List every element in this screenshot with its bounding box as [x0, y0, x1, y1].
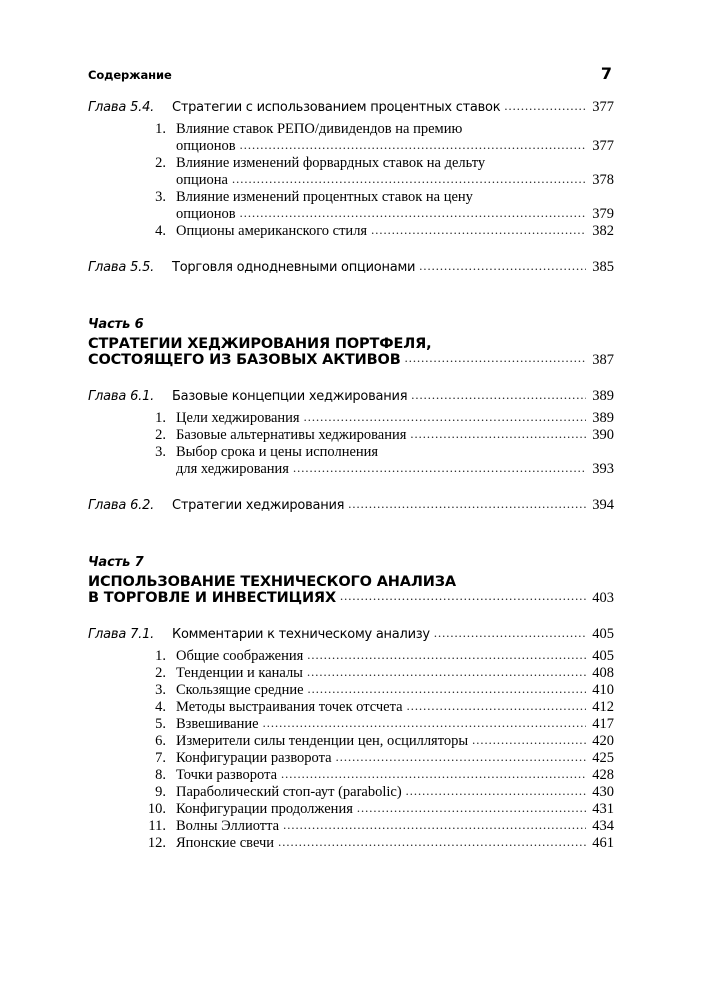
list-item-line — [176, 223, 614, 240]
part-title-line — [88, 352, 614, 369]
list-item-number: 11. — [148, 818, 166, 834]
list-item[interactable] — [88, 189, 614, 223]
chapter-entry[interactable] — [88, 496, 614, 515]
list-item[interactable] — [88, 750, 614, 767]
list-item-body — [176, 665, 614, 682]
chapter-label: Глава 5.5. — [88, 260, 155, 275]
list-item[interactable] — [88, 155, 614, 189]
leader-dots — [434, 626, 586, 641]
spacer — [88, 478, 614, 487]
table-of-contents — [88, 98, 614, 861]
list-item-text: Японские свечи — [176, 835, 275, 851]
chapter-entry[interactable] — [88, 387, 614, 406]
list-item-text: Тенденции и каналы — [176, 665, 303, 681]
leader-dots — [304, 410, 586, 425]
page-number: 379 — [592, 206, 614, 222]
list-item-text: Измерители силы тенденции цен, осцилляторы — [176, 733, 469, 749]
list-item[interactable] — [88, 733, 614, 750]
leader-dots — [336, 750, 586, 765]
chapter-label: Глава 7.1. — [88, 627, 155, 642]
list-item-line — [176, 750, 614, 767]
page-number: 434 — [592, 818, 614, 834]
part-title-text: В ТОРГОВЛЕ И ИНВЕСТИЦИЯХ — [88, 590, 336, 606]
list-item[interactable] — [88, 716, 614, 733]
leader-dots — [307, 648, 586, 663]
leader-dots — [348, 497, 586, 512]
list-item-line — [176, 172, 614, 189]
part-title-text: СОСТОЯЩЕГО ИЗ БАЗОВЫХ АКТИВОВ — [88, 352, 401, 368]
page-number: 377 — [592, 99, 614, 115]
leader-dots — [232, 172, 586, 187]
page-folio-number: 7 — [600, 64, 612, 83]
chapter-entry-row — [88, 388, 614, 405]
list-item-body — [176, 648, 614, 665]
part-kicker: Часть 6 — [88, 317, 144, 332]
list-item[interactable] — [88, 121, 614, 155]
spacer — [88, 607, 614, 625]
spacer — [88, 249, 614, 258]
list-item[interactable] — [88, 801, 614, 818]
page-number: 393 — [592, 461, 614, 477]
page-number: 403 — [592, 590, 614, 606]
list-item-body — [176, 750, 614, 767]
page-number: 377 — [592, 138, 614, 154]
list-item-number: 6. — [155, 733, 166, 749]
list-item-number: 7. — [155, 750, 166, 766]
spacer — [88, 277, 614, 317]
list-item-text: опционов — [176, 206, 236, 222]
list-item-body — [176, 223, 614, 240]
chapter-label: Глава 5.4. — [88, 100, 155, 115]
list-item-body — [176, 801, 614, 818]
leader-dots — [411, 388, 586, 403]
chapter-title: Комментарии к техническому анализу — [172, 627, 430, 642]
list-item-text: Волны Эллиотта — [176, 818, 280, 834]
leader-dots — [405, 351, 586, 366]
leader-dots — [410, 427, 586, 442]
chapter-entry[interactable] — [88, 98, 614, 117]
leader-dots — [371, 223, 586, 238]
list-item-line — [176, 427, 614, 444]
list-item-number: 8. — [155, 767, 166, 783]
page-number: 408 — [592, 665, 614, 681]
page-number: 412 — [592, 699, 614, 715]
list-item[interactable] — [88, 818, 614, 835]
chapter-entry-row — [88, 259, 614, 276]
list-item-line — [176, 155, 614, 172]
list-item-body — [176, 835, 614, 852]
list-item-body — [176, 189, 614, 223]
list-item-line — [176, 410, 614, 427]
list-item-body — [176, 427, 614, 444]
page-number: 425 — [592, 750, 614, 766]
list-item-line — [176, 784, 614, 801]
chapter-title: Базовые концепции хеджирования — [172, 389, 408, 404]
list-item[interactable] — [88, 699, 614, 716]
list-item-text: Цели хеджирования — [176, 410, 300, 426]
list-item-number: 2. — [155, 155, 166, 171]
chapter-entry[interactable] — [88, 258, 614, 277]
list-item-number: 10. — [147, 801, 166, 817]
leader-dots — [472, 733, 586, 748]
leader-dots — [406, 784, 586, 799]
list-item-body — [176, 155, 614, 189]
leader-dots — [504, 99, 586, 114]
list-item-number: 3. — [155, 682, 166, 698]
part-title-text: ИСПОЛЬЗОВАНИЕ ТЕХНИЧЕСКОГО АНАЛИЗА — [88, 574, 456, 590]
chapter-entry[interactable] — [88, 625, 614, 644]
list-item-body — [176, 716, 614, 733]
part-heading — [88, 555, 614, 607]
list-item-number: 2. — [155, 427, 166, 443]
leader-dots — [293, 461, 586, 476]
list-item-number: 1. — [155, 121, 166, 137]
leader-dots — [407, 699, 586, 714]
page-number: 410 — [592, 682, 614, 698]
list-item-text: Конфигурации разворота — [176, 750, 332, 766]
list-item[interactable] — [88, 784, 614, 801]
page-number: 428 — [592, 767, 614, 783]
list-item-body — [176, 699, 614, 716]
list-item-body — [176, 733, 614, 750]
list-item-line — [176, 648, 614, 665]
part-title-line — [88, 574, 614, 590]
page-number: 378 — [592, 172, 614, 188]
list-item-number: 12. — [147, 835, 166, 851]
running-head — [88, 64, 612, 83]
list-item-text: Влияние изменений форвардных ставок на дельту — [176, 155, 486, 171]
list-item-text: Конфигурации продолжения — [176, 801, 353, 817]
spacer — [88, 515, 614, 555]
page-number: 387 — [592, 352, 614, 368]
page-number: 385 — [592, 259, 614, 275]
part-heading — [88, 317, 614, 369]
list-item-line — [176, 716, 614, 733]
list-item[interactable] — [88, 767, 614, 784]
list-item-number: 3. — [155, 444, 166, 460]
leader-dots — [307, 665, 586, 680]
list-item-number: 2. — [155, 665, 166, 681]
list-item-text: Влияние ставок РЕПО/дивидендов на премию — [176, 121, 463, 137]
list-item-text: Методы выстраивания точек отсчета — [176, 699, 403, 715]
list-item-body — [176, 784, 614, 801]
leader-dots — [240, 138, 586, 153]
list-item-number: 1. — [155, 410, 166, 426]
list-item-line — [176, 138, 614, 155]
list-item-number: 1. — [155, 648, 166, 664]
part-title-text: СТРАТЕГИИ ХЕДЖИРОВАНИЯ ПОРТФЕЛЯ, — [88, 336, 432, 352]
list-item-text: Выбор срока и цены исполнения — [176, 444, 379, 460]
part-title-line — [88, 590, 614, 607]
chapter-entry-row — [88, 626, 614, 643]
list-item-line — [176, 189, 614, 206]
list-item-number: 3. — [155, 189, 166, 205]
list-item-line — [176, 444, 614, 461]
list-item-line — [176, 733, 614, 750]
chapter-label: Глава 6.2. — [88, 498, 155, 513]
spacer — [88, 852, 614, 861]
list-item-line — [176, 801, 614, 818]
list-item-line — [176, 767, 614, 784]
spacer — [88, 369, 614, 387]
list-item-number: 5. — [155, 716, 166, 732]
part-kicker: Часть 7 — [88, 555, 144, 570]
chapter-label: Глава 6.1. — [88, 389, 155, 404]
leader-dots — [308, 682, 586, 697]
list-item-text: Параболический стоп-аут (parabolic) — [176, 784, 402, 800]
list-item-line — [176, 835, 614, 852]
list-item[interactable] — [88, 223, 614, 240]
list-item-number: 4. — [155, 223, 166, 239]
leader-dots — [281, 767, 586, 782]
list-item-text: Влияние изменений процентных ставок на цену — [176, 189, 473, 205]
page-number: 405 — [592, 626, 614, 642]
list-item[interactable] — [88, 410, 614, 427]
list-item-text: Скользящие средние — [176, 682, 304, 698]
page-number: 461 — [592, 835, 614, 851]
list-item-body — [176, 410, 614, 427]
chapter-title: Стратегии хеджирования — [172, 498, 345, 513]
list-item-number: 9. — [155, 784, 166, 800]
chapter-item-list — [88, 121, 614, 240]
chapter-entry-row — [88, 497, 614, 514]
list-item-body — [176, 682, 614, 699]
spacer — [88, 240, 614, 249]
page-number: 394 — [592, 497, 614, 513]
leader-dots — [357, 801, 586, 816]
leader-dots — [278, 835, 586, 850]
list-item-text: опционов — [176, 138, 236, 154]
list-item-line — [176, 206, 614, 223]
list-item-text: Точки разворота — [176, 767, 278, 783]
page-number: 431 — [592, 801, 614, 817]
leader-dots — [419, 259, 586, 274]
list-item-body — [176, 444, 614, 478]
list-item-text: Опционы американского стиля — [176, 223, 368, 239]
list-item[interactable] — [88, 427, 614, 444]
list-item-text: Общие соображения — [176, 648, 304, 664]
chapter-item-list — [88, 648, 614, 852]
list-item[interactable] — [88, 444, 614, 478]
list-item-line — [176, 121, 614, 138]
chapter-entry-row — [88, 99, 614, 116]
spacer — [88, 487, 614, 496]
list-item-text: Базовые альтернативы хеджирования — [176, 427, 407, 443]
page-number: 382 — [592, 223, 614, 239]
chapter-title: Стратегии с использованием процентных ставок — [172, 100, 501, 115]
page-number: 420 — [592, 733, 614, 749]
chapter-title: Торговля однодневными опционами — [172, 260, 416, 275]
page-number: 390 — [592, 427, 614, 443]
list-item-text: для хеджирования — [176, 461, 289, 477]
leader-dots — [263, 716, 586, 731]
list-item-line — [176, 818, 614, 835]
list-item-line — [176, 682, 614, 699]
list-item[interactable] — [88, 648, 614, 665]
leader-dots — [340, 589, 586, 604]
leader-dots — [283, 818, 586, 833]
list-item-body — [176, 767, 614, 784]
page-number: 389 — [592, 388, 614, 404]
list-item-text: Взвешивание — [176, 716, 259, 732]
list-item-body — [176, 121, 614, 155]
page-number: 389 — [592, 410, 614, 426]
list-item-body — [176, 818, 614, 835]
list-item[interactable] — [88, 665, 614, 682]
list-item[interactable] — [88, 835, 614, 852]
list-item[interactable] — [88, 682, 614, 699]
leader-dots — [240, 206, 586, 221]
list-item-line — [176, 699, 614, 716]
list-item-line — [176, 665, 614, 682]
page-number: 417 — [592, 716, 614, 732]
page-number: 405 — [592, 648, 614, 664]
list-item-text: опциона — [176, 172, 228, 188]
running-head-title: Содержание — [88, 68, 172, 82]
page-number: 430 — [592, 784, 614, 800]
chapter-item-list — [88, 410, 614, 478]
list-item-number: 4. — [155, 699, 166, 715]
part-title-line — [88, 336, 614, 352]
list-item-line — [176, 461, 614, 478]
